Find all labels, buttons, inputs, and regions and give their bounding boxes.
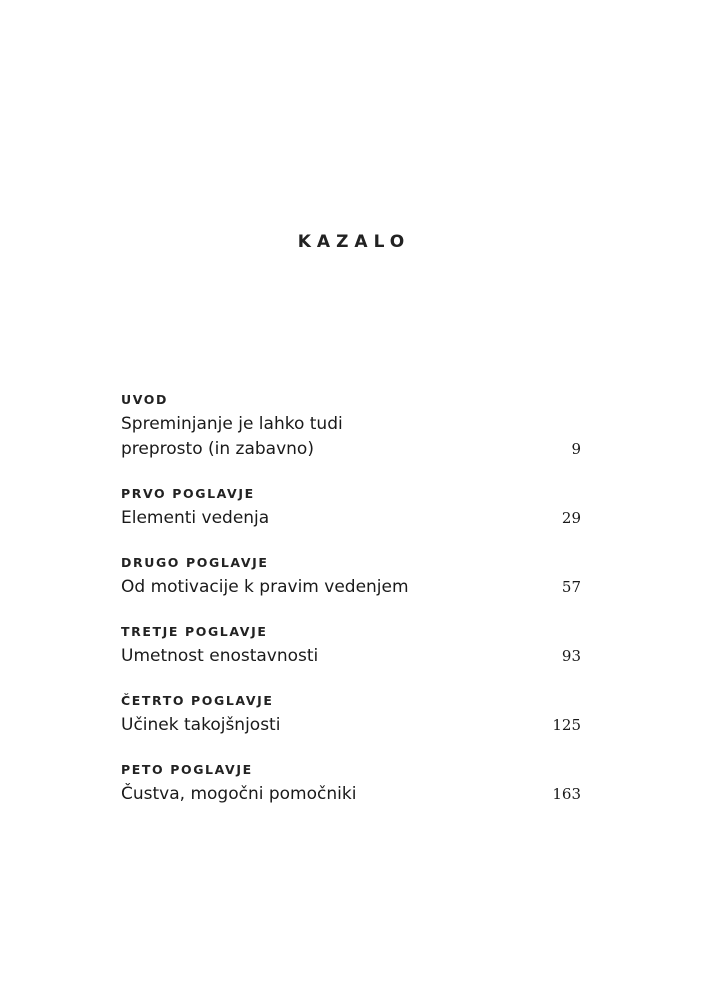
chapter-label: DRUGO POGLAVJE [121,555,269,570]
chapter-title: Elementi vedenja [121,508,270,528]
entry-row [121,713,581,738]
chapter-title: Spreminjanje je lahko tudi preprosto (in zabavno) [121,414,343,459]
entry-row [121,782,581,807]
table-of-contents [121,391,581,830]
chapter-label: ČETRTO POGLAVJE [121,693,274,708]
chapter-label: UVOD [121,392,169,407]
chapter-title: Od motivacije k pravim vedenjem [121,577,409,597]
page-number: 9 [571,440,581,458]
toc-entry-chapter-2[interactable] [121,554,581,600]
chapter-label: PETO POGLAVJE [121,762,253,777]
page-title: KAZALO [297,232,411,252]
entry-row [121,506,581,531]
page-number: 57 [561,578,581,596]
entry-row [121,644,581,669]
toc-entry-chapter-4[interactable] [121,692,581,738]
chapter-title: Umetnost enostavnosti [121,646,319,666]
toc-entry-chapter-1[interactable] [121,485,581,531]
chapter-title: Čustva, mogočni pomočniki [121,784,357,804]
toc-entry-intro[interactable] [121,391,581,462]
page-number: 29 [561,509,581,527]
toc-entry-chapter-5[interactable] [121,761,581,807]
entry-row [121,575,581,600]
page-number: 125 [552,716,581,734]
chapter-title: Učinek takojšnjosti [121,715,281,735]
entry-row [121,412,581,462]
chapter-label: TRETJE POGLAVJE [121,624,268,639]
page-number: 163 [552,785,581,803]
page-number: 93 [561,647,581,665]
toc-entry-chapter-3[interactable] [121,623,581,669]
chapter-label: PRVO POGLAVJE [121,486,255,501]
